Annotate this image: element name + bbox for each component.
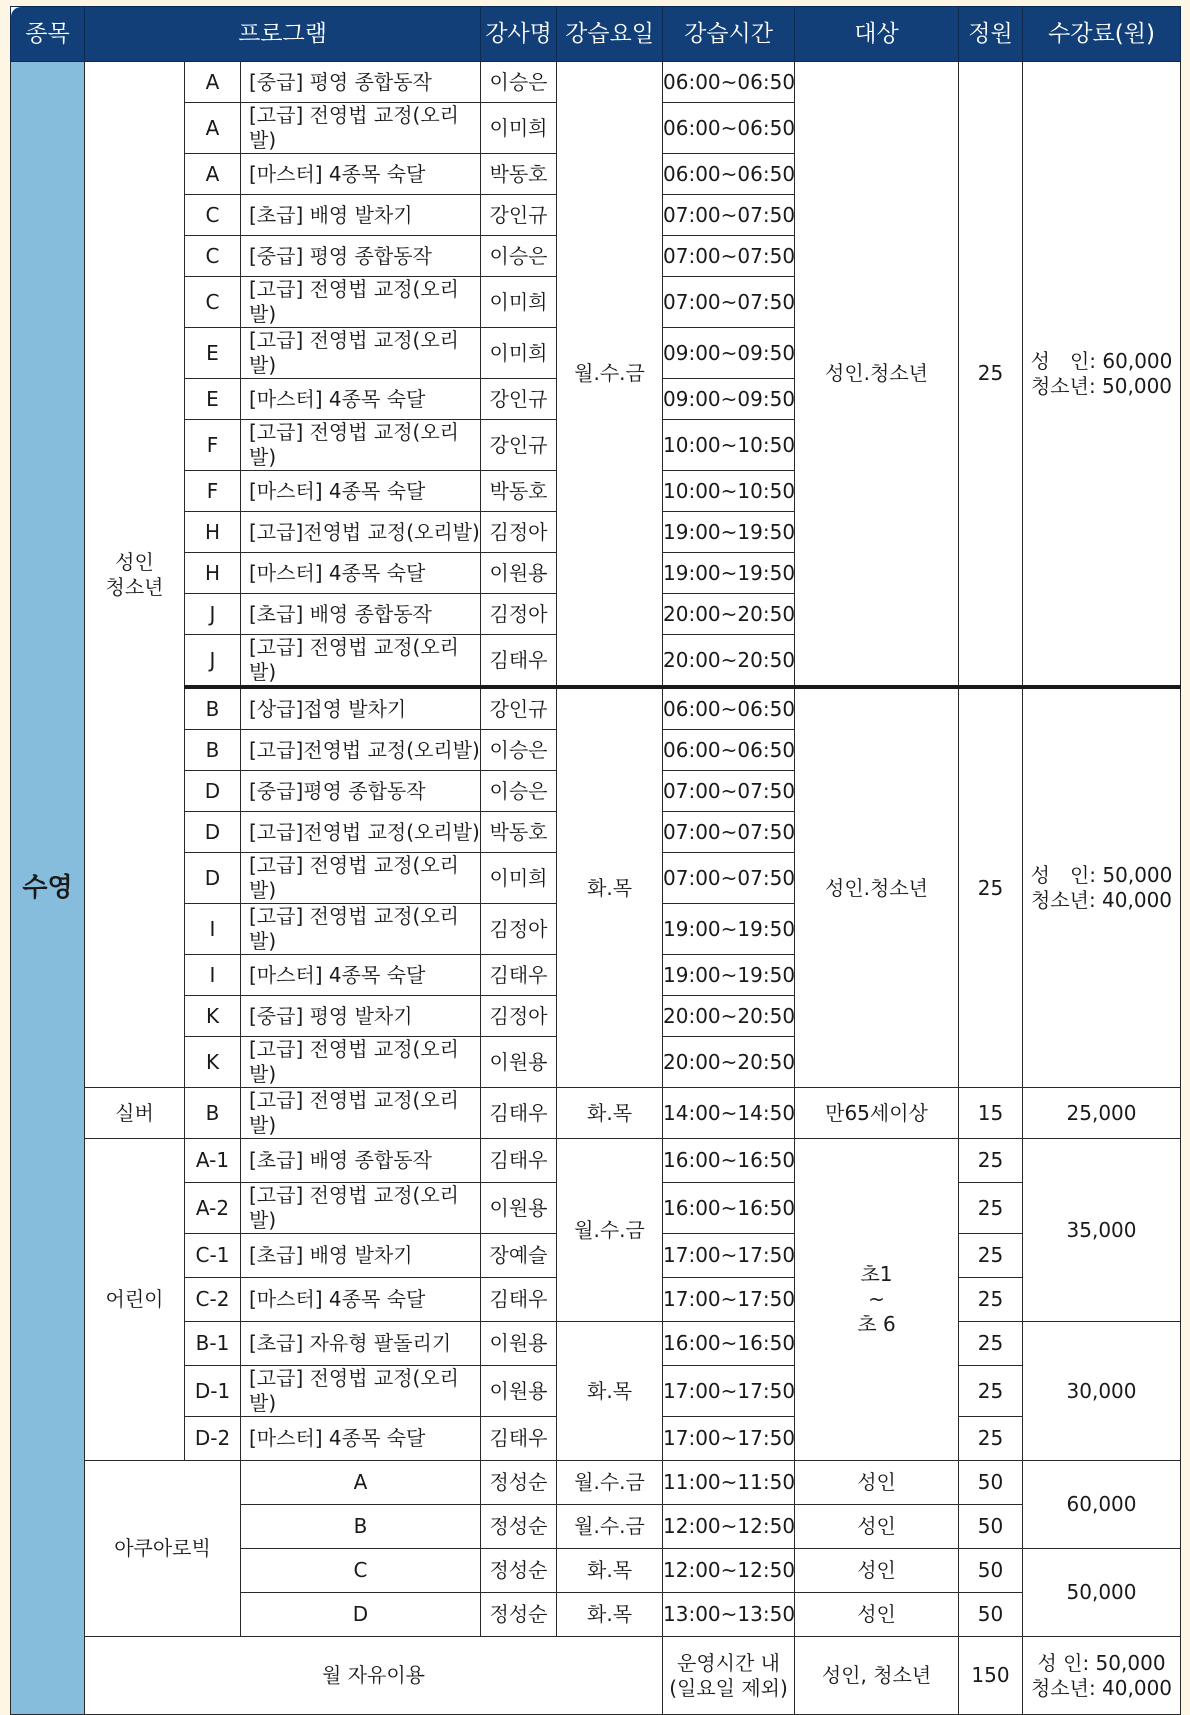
class-code: C: [185, 277, 241, 328]
time-cell: 19:00~19:50: [663, 904, 795, 955]
instructor-name: 박동호: [481, 471, 557, 512]
class-code: B: [185, 687, 241, 730]
class-code: C: [185, 236, 241, 277]
class-code: H: [185, 512, 241, 553]
time-cell: 20:00~20:50: [663, 1037, 795, 1088]
capacity-cell: 150: [959, 1637, 1023, 1715]
capacity-cell: 15: [959, 1088, 1023, 1139]
class-code: A-2: [185, 1183, 241, 1234]
instructor-name: 이미희: [481, 853, 557, 904]
program-name: [마스터] 4종목 숙달: [241, 379, 481, 420]
days-cell: 화.목: [557, 1593, 663, 1637]
program-name: [초급] 자유형 팔돌리기: [241, 1322, 481, 1366]
time-cell: 12:00~12:50: [663, 1549, 795, 1593]
time-cell: 09:00~09:50: [663, 328, 795, 379]
program-name: [고급] 전영법 교정(오리발): [241, 635, 481, 688]
time-cell: 10:00~10:50: [663, 420, 795, 471]
time-cell: 12:00~12:50: [663, 1505, 795, 1549]
fee-cell: 25,000: [1023, 1088, 1181, 1139]
class-code: C: [241, 1549, 481, 1593]
days-cell: 화.목: [557, 1088, 663, 1139]
header-fee: 수강료(원): [1023, 7, 1181, 62]
category-cell: 수영: [11, 62, 85, 1715]
class-code: D-1: [185, 1366, 241, 1417]
class-code: A-1: [185, 1139, 241, 1183]
table-row: [11, 687, 1181, 730]
time-cell: 16:00~16:50: [663, 1139, 795, 1183]
capacity-cell: 50: [959, 1505, 1023, 1549]
table-row: [11, 1461, 1181, 1505]
class-code: I: [185, 904, 241, 955]
program-name: [마스터] 4종목 숙달: [241, 154, 481, 195]
header-days: 강습요일: [557, 7, 663, 62]
capacity-cell: 25: [959, 62, 1023, 688]
instructor-name: 정성순: [481, 1593, 557, 1637]
class-code: A: [185, 154, 241, 195]
instructor-name: 이원용: [481, 1183, 557, 1234]
capacity-cell: 50: [959, 1549, 1023, 1593]
days-cell: 월.수.금: [557, 62, 663, 688]
program-name: [고급]전영법 교정(오리발): [241, 512, 481, 553]
target-cell: 성인: [795, 1461, 959, 1505]
instructor-name: 이승은: [481, 771, 557, 812]
instructor-name: 정성순: [481, 1505, 557, 1549]
table-row: [11, 1322, 1181, 1366]
time-cell: 20:00~20:50: [663, 996, 795, 1037]
capacity-cell: 25: [959, 687, 1023, 1088]
group-label-aquarobic: 아쿠아로빅: [85, 1461, 241, 1637]
program-name: [고급] 전영법 교정(오리발): [241, 420, 481, 471]
program-name: [중급] 평영 종합동작: [241, 62, 481, 103]
instructor-name: 이미희: [481, 103, 557, 154]
instructor-name: 김태우: [481, 955, 557, 996]
class-code: B: [185, 1088, 241, 1139]
target-cell: 초1 ~ 초 6: [795, 1139, 959, 1461]
class-code: C-2: [185, 1278, 241, 1322]
days-cell: 월.수.금: [557, 1505, 663, 1549]
time-cell: 13:00~13:50: [663, 1593, 795, 1637]
class-code: E: [185, 379, 241, 420]
time-cell: 17:00~17:50: [663, 1278, 795, 1322]
time-cell: 운영시간 내 (일요일 제외): [663, 1637, 795, 1715]
program-name: [고급] 전영법 교정(오리발): [241, 277, 481, 328]
instructor-name: 박동호: [481, 812, 557, 853]
fee-cell: 60,000: [1023, 1461, 1181, 1549]
table-row: [11, 62, 1181, 103]
program-name: [고급]전영법 교정(오리발): [241, 812, 481, 853]
class-code: A: [185, 62, 241, 103]
instructor-name: 이원용: [481, 553, 557, 594]
class-code: C-1: [185, 1234, 241, 1278]
instructor-name: 정성순: [481, 1461, 557, 1505]
instructor-name: 이승은: [481, 236, 557, 277]
class-code: F: [185, 471, 241, 512]
schedule-container: [10, 6, 1180, 1700]
time-cell: 20:00~20:50: [663, 635, 795, 688]
time-cell: 06:00~06:50: [663, 687, 795, 730]
class-code: J: [185, 594, 241, 635]
class-code: B-1: [185, 1322, 241, 1366]
class-code: D-2: [185, 1417, 241, 1461]
target-cell: 성인: [795, 1593, 959, 1637]
time-cell: 06:00~06:50: [663, 103, 795, 154]
instructor-name: 김정아: [481, 904, 557, 955]
fee-cell: 성 인: 60,000 청소년: 50,000: [1023, 62, 1181, 688]
time-cell: 07:00~07:50: [663, 195, 795, 236]
target-cell: 성인: [795, 1549, 959, 1593]
time-cell: 19:00~19:50: [663, 553, 795, 594]
target-cell: 만65세이상: [795, 1088, 959, 1139]
table-row: [11, 1088, 1181, 1139]
program-name: [초급] 배영 종합동작: [241, 1139, 481, 1183]
program-name: [중급]평영 종합동작: [241, 771, 481, 812]
time-cell: 06:00~06:50: [663, 730, 795, 771]
time-cell: 17:00~17:50: [663, 1417, 795, 1461]
time-cell: 14:00~14:50: [663, 1088, 795, 1139]
header-time: 강습시간: [663, 7, 795, 62]
header-instructor: 강사명: [481, 7, 557, 62]
instructor-name: 이원용: [481, 1037, 557, 1088]
target-cell: 성인: [795, 1505, 959, 1549]
group-label-adult-youth: 성인 청소년: [85, 62, 185, 1088]
days-cell: 화.목: [557, 1322, 663, 1461]
class-code: K: [185, 1037, 241, 1088]
time-cell: 07:00~07:50: [663, 812, 795, 853]
schedule-table: [10, 6, 1181, 1715]
capacity-cell: 25: [959, 1234, 1023, 1278]
header-program: 프로그램: [85, 7, 481, 62]
program-name: [마스터] 4종목 숙달: [241, 1417, 481, 1461]
class-code: D: [185, 771, 241, 812]
capacity-cell: 50: [959, 1593, 1023, 1637]
time-cell: 11:00~11:50: [663, 1461, 795, 1505]
group-label-children: 어린이: [85, 1139, 185, 1461]
instructor-name: 이승은: [481, 62, 557, 103]
program-name: [고급]전영법 교정(오리발): [241, 730, 481, 771]
instructor-name: 강인규: [481, 687, 557, 730]
time-cell: 07:00~07:50: [663, 853, 795, 904]
program-name: [중급] 평영 발차기: [241, 996, 481, 1037]
instructor-name: 김태우: [481, 635, 557, 688]
time-cell: 17:00~17:50: [663, 1234, 795, 1278]
fee-cell: 성 인: 50,000 청소년: 40,000: [1023, 1637, 1181, 1715]
capacity-cell: 25: [959, 1139, 1023, 1183]
instructor-name: 김태우: [481, 1278, 557, 1322]
program-name: [마스터] 4종목 숙달: [241, 553, 481, 594]
instructor-name: 김정아: [481, 594, 557, 635]
instructor-name: 이미희: [481, 328, 557, 379]
time-cell: 16:00~16:50: [663, 1183, 795, 1234]
days-cell: 월.수.금: [557, 1139, 663, 1322]
time-cell: 06:00~06:50: [663, 154, 795, 195]
header-capacity: 정원: [959, 7, 1023, 62]
time-cell: 06:00~06:50: [663, 62, 795, 103]
class-code: B: [185, 730, 241, 771]
instructor-name: 강인규: [481, 420, 557, 471]
fee-cell: 30,000: [1023, 1322, 1181, 1461]
fee-cell: 50,000: [1023, 1549, 1181, 1637]
program-name: [고급] 전영법 교정(오리발): [241, 328, 481, 379]
days-cell: 화.목: [557, 687, 663, 1088]
capacity-cell: 25: [959, 1322, 1023, 1366]
time-cell: 07:00~07:50: [663, 236, 795, 277]
target-cell: 성인, 청소년: [795, 1637, 959, 1715]
instructor-name: 김태우: [481, 1417, 557, 1461]
instructor-name: 김태우: [481, 1088, 557, 1139]
class-code: I: [185, 955, 241, 996]
class-code: H: [185, 553, 241, 594]
table-row: [11, 1139, 1181, 1183]
instructor-name: 박동호: [481, 154, 557, 195]
capacity-cell: 25: [959, 1366, 1023, 1417]
instructor-name: 김태우: [481, 1139, 557, 1183]
class-code: D: [185, 812, 241, 853]
class-code: F: [185, 420, 241, 471]
class-code: B: [241, 1505, 481, 1549]
time-cell: 19:00~19:50: [663, 955, 795, 996]
instructor-name: 이미희: [481, 277, 557, 328]
program-name: [중급] 평영 종합동작: [241, 236, 481, 277]
program-name: [고급] 전영법 교정(오리발): [241, 1088, 481, 1139]
program-name: [마스터] 4종목 숙달: [241, 471, 481, 512]
capacity-cell: 25: [959, 1278, 1023, 1322]
days-cell: 화.목: [557, 1549, 663, 1593]
capacity-cell: 25: [959, 1417, 1023, 1461]
program-name: [초급] 배영 발차기: [241, 195, 481, 236]
target-cell: 성인.청소년: [795, 62, 959, 688]
class-code: D: [241, 1593, 481, 1637]
program-name: [고급] 전영법 교정(오리발): [241, 103, 481, 154]
class-code: E: [185, 328, 241, 379]
time-cell: 16:00~16:50: [663, 1322, 795, 1366]
time-cell: 10:00~10:50: [663, 471, 795, 512]
program-name: [초급] 배영 발차기: [241, 1234, 481, 1278]
table-row: [11, 1637, 1181, 1715]
instructor-name: 이승은: [481, 730, 557, 771]
instructor-name: 김정아: [481, 512, 557, 553]
instructor-name: 김정아: [481, 996, 557, 1037]
time-cell: 07:00~07:50: [663, 771, 795, 812]
program-name: [고급] 전영법 교정(오리발): [241, 1037, 481, 1088]
program-name: [초급] 배영 종합동작: [241, 594, 481, 635]
instructor-name: 장예슬: [481, 1234, 557, 1278]
program-name: [마스터] 4종목 숙달: [241, 1278, 481, 1322]
program-name: [고급] 전영법 교정(오리발): [241, 1183, 481, 1234]
time-cell: 07:00~07:50: [663, 277, 795, 328]
instructor-name: 이원용: [481, 1322, 557, 1366]
program-name: [고급] 전영법 교정(오리발): [241, 1366, 481, 1417]
program-name: [상급]접영 발차기: [241, 687, 481, 730]
instructor-name: 강인규: [481, 379, 557, 420]
fee-cell: 35,000: [1023, 1139, 1181, 1322]
class-code: J: [185, 635, 241, 688]
time-cell: 19:00~19:50: [663, 512, 795, 553]
time-cell: 20:00~20:50: [663, 594, 795, 635]
program-name: [고급] 전영법 교정(오리발): [241, 904, 481, 955]
fee-cell: 성 인: 50,000 청소년: 40,000: [1023, 687, 1181, 1088]
header-target: 대상: [795, 7, 959, 62]
capacity-cell: 25: [959, 1183, 1023, 1234]
free-use-label: 월 자유이용: [85, 1637, 663, 1715]
header-category: 종목: [11, 7, 85, 62]
program-name: [마스터] 4종목 숙달: [241, 955, 481, 996]
time-cell: 17:00~17:50: [663, 1366, 795, 1417]
class-code: C: [185, 195, 241, 236]
time-cell: 09:00~09:50: [663, 379, 795, 420]
days-cell: 월.수.금: [557, 1461, 663, 1505]
header-row: [11, 7, 1181, 62]
class-code: K: [185, 996, 241, 1037]
group-label-silver: 실버: [85, 1088, 185, 1139]
instructor-name: 강인규: [481, 195, 557, 236]
class-code: A: [185, 103, 241, 154]
target-cell: 성인.청소년: [795, 687, 959, 1088]
instructor-name: 이원용: [481, 1366, 557, 1417]
capacity-cell: 50: [959, 1461, 1023, 1505]
class-code: A: [241, 1461, 481, 1505]
program-name: [고급] 전영법 교정(오리발): [241, 853, 481, 904]
class-code: D: [185, 853, 241, 904]
instructor-name: 정성순: [481, 1549, 557, 1593]
